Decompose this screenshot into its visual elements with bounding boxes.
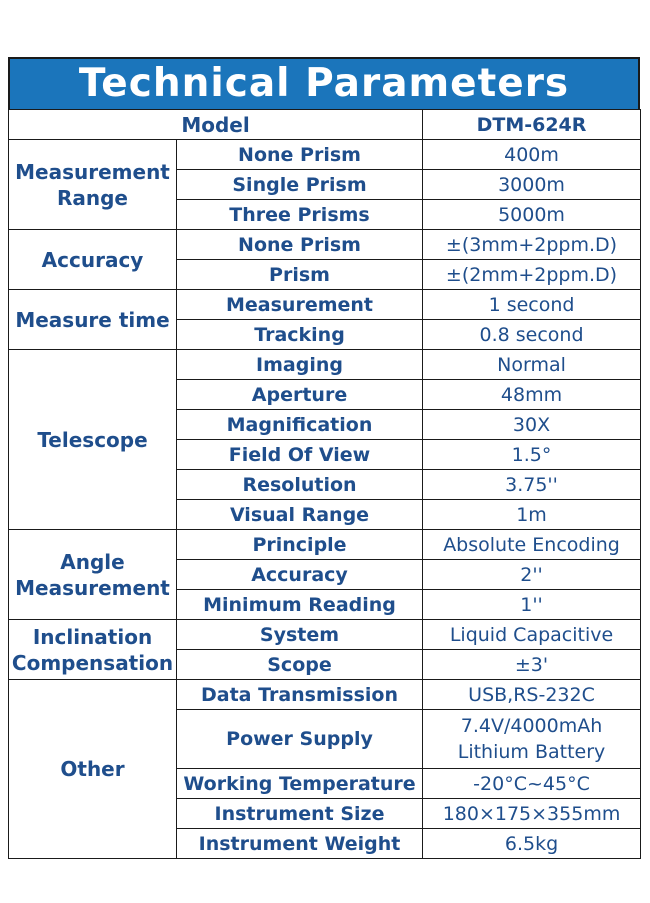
value-cell: ±(3mm+2ppm.D) [423,230,641,260]
model-value: DTM-624R [423,110,641,140]
value-cell: 3000m [423,170,641,200]
value-cell: 1'' [423,590,641,620]
param-cell: Tracking [177,320,423,350]
category-measurement-range: Measurement Range [9,140,177,230]
value-cell: 2'' [423,560,641,590]
value-cell: 6.5kg [423,829,641,859]
category-measure-time: Measure time [9,290,177,350]
category-other: Other [9,680,177,859]
category-telescope: Telescope [9,350,177,530]
param-cell: Aperture [177,380,423,410]
param-cell: Resolution [177,470,423,500]
param-cell: Instrument Size [177,799,423,829]
value-cell: Absolute Encoding [423,530,641,560]
category-accuracy: Accuracy [9,230,177,290]
page-title: Technical Parameters [8,57,640,109]
category-angle-measurement: Angle Measurement [9,530,177,620]
value-cell: 5000m [423,200,641,230]
param-cell: Prism [177,260,423,290]
value-cell: 0.8 second [423,320,641,350]
param-cell: Single Prism [177,170,423,200]
category-inclination-compensation: Inclination Compensation [9,620,177,680]
value-cell: 180×175×355mm [423,799,641,829]
value-cell: 400m [423,140,641,170]
param-cell: Measurement [177,290,423,320]
value-cell: 30X [423,410,641,440]
param-cell: Three Prisms [177,200,423,230]
param-cell: Field Of View [177,440,423,470]
param-cell: Principle [177,530,423,560]
param-cell: Power Supply [177,710,423,769]
param-cell: Data Transmission [177,680,423,710]
param-cell: Minimum Reading [177,590,423,620]
value-cell: ±3' [423,650,641,680]
value-cell: 48mm [423,380,641,410]
param-cell: Imaging [177,350,423,380]
param-cell: Accuracy [177,560,423,590]
value-cell: 3.75'' [423,470,641,500]
model-label: Model [9,110,423,140]
value-cell: 1.5° [423,440,641,470]
param-cell: Instrument Weight [177,829,423,859]
param-cell: Working Temperature [177,769,423,799]
table-row [9,620,641,650]
value-cell: 1m [423,500,641,530]
value-cell: ±(2mm+2ppm.D) [423,260,641,290]
param-cell: Scope [177,650,423,680]
value-cell: 1 second [423,290,641,320]
table-row [9,350,641,380]
table-row [9,530,641,560]
table-row [9,140,641,170]
value-cell: USB,RS-232C [423,680,641,710]
param-cell: Magnification [177,410,423,440]
table-row [9,680,641,710]
spec-table [8,109,641,859]
spec-sheet [8,57,640,859]
table-row [9,290,641,320]
value-cell: 7.4V/4000mAh Lithium Battery [423,710,641,769]
param-cell: System [177,620,423,650]
value-cell: -20°C~45°C [423,769,641,799]
value-cell: Normal [423,350,641,380]
table-row [9,230,641,260]
param-cell: None Prism [177,140,423,170]
param-cell: None Prism [177,230,423,260]
value-cell: Liquid Capacitive [423,620,641,650]
param-cell: Visual Range [177,500,423,530]
model-row [9,110,641,140]
